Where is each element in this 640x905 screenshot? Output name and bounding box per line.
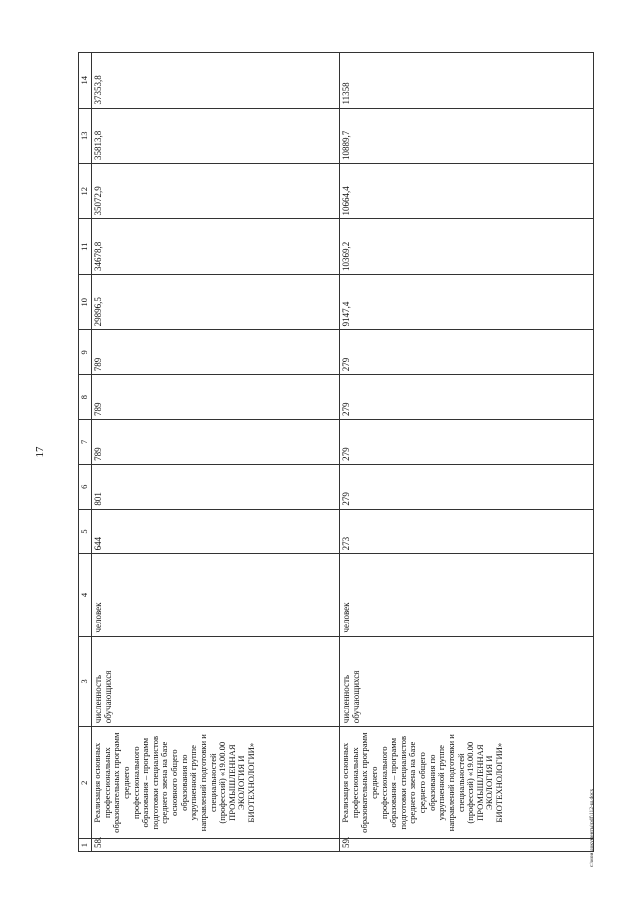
cell-col10: 29896,5 xyxy=(92,274,340,329)
header-cell: 9 xyxy=(79,330,92,375)
cell-col6: 801 xyxy=(92,464,340,509)
cell-col13: 35813,8 xyxy=(92,108,340,163)
rotated-page-content xyxy=(78,52,598,852)
header-cell: 5 xyxy=(79,509,92,554)
cell-col14: 37353,8 xyxy=(92,53,340,109)
header-cell: 12 xyxy=(79,164,92,219)
header-cell: 1 xyxy=(79,839,92,852)
cell-col7: 279 xyxy=(340,420,594,465)
table-row xyxy=(340,53,594,852)
table-header-row xyxy=(79,53,92,852)
cell-col6: 279 xyxy=(340,464,594,509)
row-number: 58. xyxy=(92,839,340,852)
cell-col5: 273 xyxy=(340,509,594,554)
cell-col11: 10369,2 xyxy=(340,219,594,274)
cell-col9: 279 xyxy=(340,330,594,375)
row-description: Реализация основных профессиональных образовательных программ среднего профессионального образования – программ подготовки специалистов среднего звена на базе основного общего образования по укрупненной группе направлений подготовки и специальностей (профессий) «19.00.00 ПРОМЫШЛЕННАЯ ЭКОЛОГИЯ И БИОТЕХНОЛОГИИ» xyxy=(92,727,340,839)
cell-col11: 34678,8 xyxy=(92,219,340,274)
header-cell: 4 xyxy=(79,554,92,636)
header-cell: 8 xyxy=(79,375,92,420)
cell-col13: 10889,7 xyxy=(340,108,594,163)
cell-col10: 9147,4 xyxy=(340,274,594,329)
cell-col7: 789 xyxy=(92,420,340,465)
header-cell: 3 xyxy=(79,636,92,727)
header-cell: 14 xyxy=(79,53,92,109)
cell-col14: 11358 xyxy=(340,53,594,109)
header-cell: 2 xyxy=(79,727,92,839)
header-cell: 7 xyxy=(79,420,92,465)
cell-col5: 644 xyxy=(92,509,340,554)
footer-file-path: c:\мои документы\pdf\112-ш.docx xyxy=(589,788,595,868)
row-description: Реализация основных профессиональных образовательных программ среднего профессионального образования – программ подготовки специалистов среднего звена на базе среднего общего образования по укрупненной группе направлений подготовки и специальностей (профессий) «19.00.00 ПРОМЫШЛЕННАЯ ЭКОЛОГИЯ И БИОТЕХНОЛОГИИ» xyxy=(340,727,594,839)
header-cell: 10 xyxy=(79,274,92,329)
cell-col8: 279 xyxy=(340,375,594,420)
cell-col12: 10664,4 xyxy=(340,164,594,219)
cell-col9: 789 xyxy=(92,330,340,375)
header-cell: 6 xyxy=(79,464,92,509)
row-unit: человек xyxy=(340,554,594,636)
page-number: 17 xyxy=(34,446,46,458)
cell-col8: 789 xyxy=(92,375,340,420)
row-number: 59. xyxy=(340,839,594,852)
table-row xyxy=(92,53,340,852)
row-indicator: численность обучающихся xyxy=(340,636,594,727)
row-indicator: численность обучающихся xyxy=(92,636,340,727)
data-table xyxy=(78,52,594,852)
row-unit: человек xyxy=(92,554,340,636)
header-cell: 11 xyxy=(79,219,92,274)
cell-col12: 35072,9 xyxy=(92,164,340,219)
header-cell: 13 xyxy=(79,108,92,163)
